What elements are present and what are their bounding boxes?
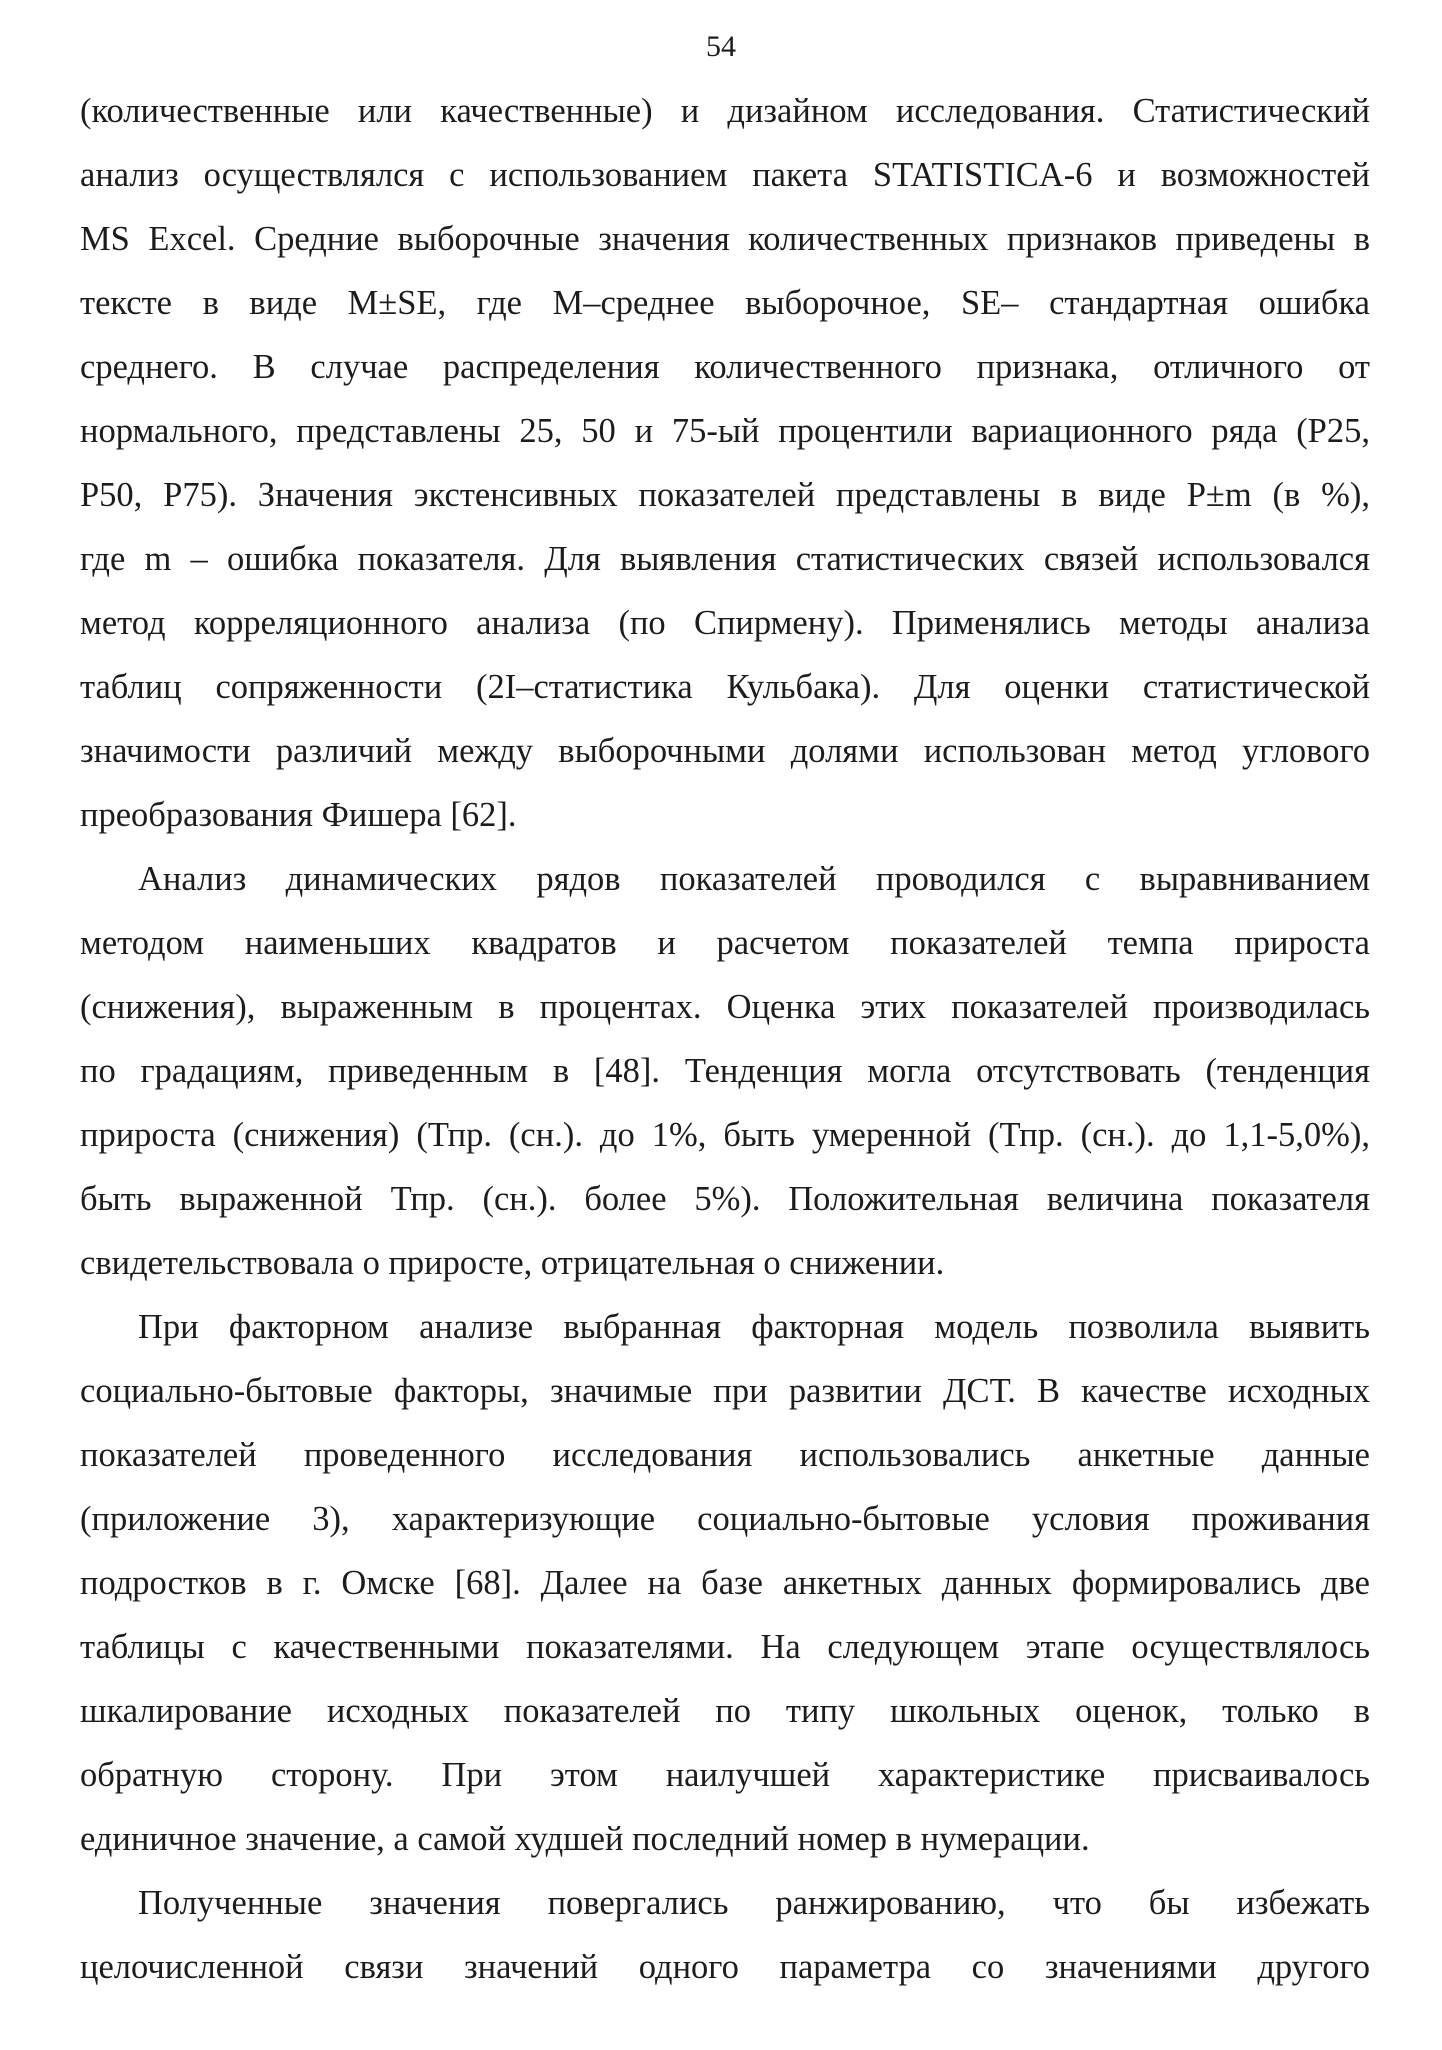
text-line: Полученные значения повергались ранжированию, что бы избежать (138, 1884, 1370, 1922)
text-line: показателей проведенного исследования использовались анкетные данные (80, 1436, 1370, 1474)
paragraph-statistical-methods (80, 86, 1370, 854)
text-line: целочисленной связи значений одного параметра со значениями другого (80, 1948, 1370, 1986)
text-line: быть выраженной Тпр. (сн.). более 5%). Положительная величина показателя (80, 1180, 1370, 1218)
text-line: (приложение 3), характеризующие социально-бытовые условия проживания (80, 1500, 1370, 1538)
text-line: MS Excel. Средние выборочные значения количественных признаков приведены в (80, 220, 1370, 258)
text-line: шкалирование исходных показателей по типу школьных оценок, только в (80, 1692, 1370, 1730)
paragraph-factor-analysis (80, 1302, 1370, 1878)
text-line: тексте в виде M±SE, где M–среднее выборочное, SE– стандартная ошибка (80, 284, 1370, 322)
text-line: метод корреляционного анализа (по Спирмену). Применялись методы анализа (80, 604, 1370, 642)
text-line: преобразования Фишера [62]. (80, 796, 517, 834)
text-line: P50, P75). Значения экстенсивных показателей представлены в виде P±m (в %), (80, 476, 1370, 514)
text-line: методом наименьших квадратов и расчетом показателей темпа прироста (80, 924, 1370, 962)
paragraph-dynamic-series (80, 854, 1370, 1302)
text-line: значимости различий между выборочными долями использован метод углового (80, 732, 1370, 770)
text-line: (количественные или качественные) и дизайном исследования. Статистический (80, 92, 1370, 130)
text-line: среднего. В случае распределения количественного признака, отличного от (80, 348, 1370, 386)
text-line: свидетельствовала о приросте, отрицательная о снижении. (80, 1244, 945, 1282)
text-line: анализ осуществлялся с использованием пакета STATISTICA-6 и возможностей (80, 156, 1370, 194)
text-line: социально-бытовые факторы, значимые при развитии ДСТ. В качестве исходных (80, 1372, 1370, 1410)
text-line: таблиц сопряженности (2I–статистика Кульбака). Для оценки статистической (80, 668, 1370, 706)
text-line: прироста (снижения) (Тпр. (сн.). до 1%, быть умеренной (Тпр. (сн.). до 1,1-5,0%), (80, 1116, 1370, 1154)
text-line: При факторном анализе выбранная факторная модель позволила выявить (138, 1308, 1370, 1346)
text-line: где m – ошибка показателя. Для выявления статистических связей использовался (80, 540, 1370, 578)
text-line: нормального, представлены 25, 50 и 75-ый процентили вариационного ряда (P25, (80, 412, 1370, 450)
text-line: (снижения), выраженным в процентах. Оценка этих показателей производилась (80, 988, 1370, 1026)
page-number: 54 (706, 30, 736, 63)
paragraph-ranking (80, 1878, 1370, 2006)
text-line: единичное значение, а самой худшей последний номер в нумерации. (80, 1820, 1090, 1858)
text-line: Анализ динамических рядов показателей проводился с выравниванием (138, 860, 1370, 898)
text-line: обратную сторону. При этом наилучшей характеристике присваивалось (80, 1756, 1370, 1794)
text-line: таблицы с качественными показателями. На следующем этапе осуществлялось (80, 1628, 1370, 1666)
text-line: подростков в г. Омске [68]. Далее на базе анкетных данных формировались две (80, 1564, 1370, 1602)
page-body (80, 86, 1370, 2006)
text-line: по градациям, приведенным в [48]. Тенденция могла отсутствовать (тенденция (80, 1052, 1370, 1090)
